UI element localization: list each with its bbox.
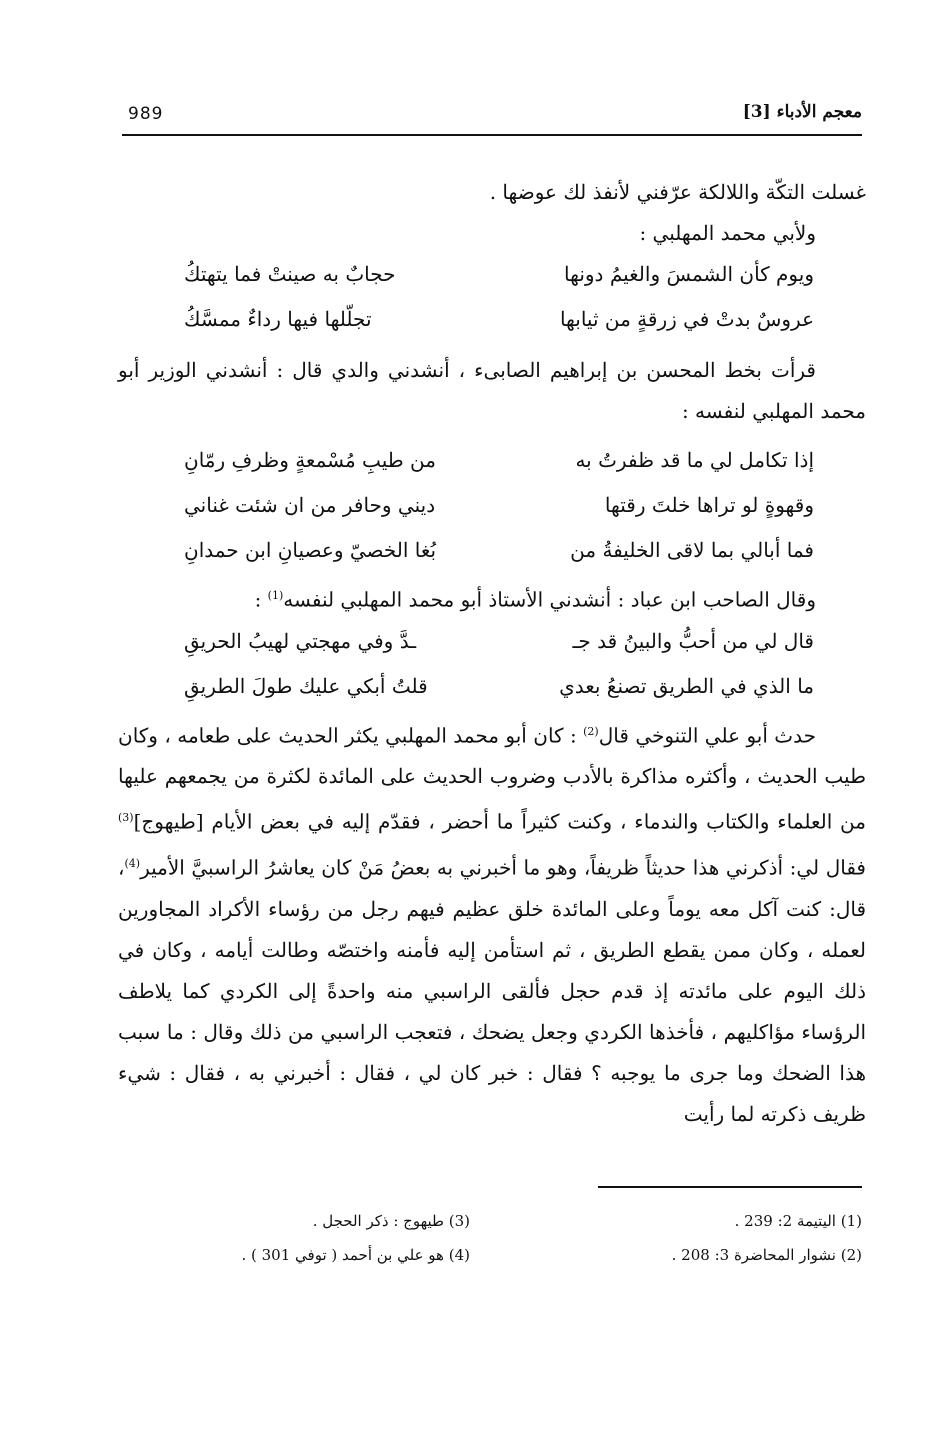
- verse-line: [118, 299, 866, 344]
- verse-second-hemistich: ديني وحافر من ان شئت غناني: [184, 493, 436, 517]
- verse-line: [118, 485, 866, 530]
- verse-second-hemistich: ـدَّ وفي مهجتي لهيبُ الحريقِ: [184, 628, 417, 653]
- verse-second-hemistich: بُغا الخصيّ وعصيانِ ابن حمدانِ: [184, 538, 437, 562]
- verse-first-hemistich: عروسٌ بدتْ في زرقةٍ من ثيابها: [559, 307, 814, 331]
- footnote: (2) نشوار المحاضرة 3: 208 .: [671, 1246, 862, 1264]
- paragraph-text: ، قال: كنت آكل معه يوماً وعلى المائدة خلق عظيم فيهم رجل من رؤساء الأكراد المجاورين لعمله ، وكان ممن يقطع الطريق ، ثم استأمن إليه فأمنه واختصّه وطالت أيامه ، وكان في ذلك اليوم على مائدته إذ قدم حجل فألقى الراسبي منه واحدةً إلى الكردي كما يلاطف الرؤساء مؤاكليهم ، فأخذها الكردي وجعل يضحك ، فتعجب الراسبي من ذلك وقال : ما سبب هذا الضحك وما جرى ما يوجبه ؟ فقال : خبر كان لي ، فقال : أخبرني به ، فقال : شيء ظريف ذكرته لما رأيت: [118, 855, 866, 1126]
- footnote-row: [120, 1246, 862, 1280]
- footnotes: [120, 1212, 862, 1280]
- verse-line: [118, 440, 866, 485]
- verse-first-hemistich: ويوم كأن الشمسَ والغيمُ دونها: [564, 262, 814, 286]
- paragraph-text: وقال الصاحب ابن عباد : أنشدني الأستاذ أبو محمد المهلبي لنفسه: [283, 587, 816, 612]
- footnote-ref: (3): [118, 811, 134, 825]
- poem-intro: ولأبي محمد المهلبي :: [639, 221, 816, 245]
- verse-line: [118, 254, 866, 299]
- footnote: (4) هو علي بن أحمد ( توفي 301 ) .: [241, 1246, 470, 1264]
- verse-second-hemistich: تجلّلها فيها رداءٌ ممسَّكُ: [184, 307, 372, 331]
- paragraph-text: : كان أبو محمد المهلبي يكثر الحديث على طعامه ، وكان طيب الحديث ، وأكثره مذاكرة بالأدب وضروب الحديث على المائدة لكثرة من يجمعهم عليها من العلماء والكتاب والندماء ، وكنت كثيراً ما أحضر ، فقدّم إليه في بعض الأيام [طيهوج]: [118, 723, 866, 834]
- footnote-row: [120, 1212, 862, 1246]
- paragraph: [118, 711, 866, 1135]
- footnote-divider: [598, 1186, 862, 1188]
- verse-first-hemistich: إذا تكامل لي ما قد ظفرتُ به: [575, 448, 814, 472]
- verse-second-hemistich: حجابٌ به صينتْ فما يتهتكُ: [184, 262, 396, 286]
- paragraph-text: حدث أبو علي التنوخي قال: [598, 723, 816, 748]
- page-number: 989: [128, 104, 164, 124]
- paragraph: [118, 575, 866, 621]
- verse-first-hemistich: ما الذي في الطريق تصنعُ بعدي: [559, 673, 814, 698]
- verse-line: [118, 666, 866, 711]
- paragraph-end: :: [254, 587, 268, 612]
- verse-first-hemistich: فما أبالي بما لاقى الخليفةُ من: [570, 538, 814, 562]
- footnote: (3) طيهوج : ذكر الحجل .: [312, 1212, 470, 1230]
- footnote-ref: (1): [267, 589, 284, 602]
- footnote-ref: (2): [583, 724, 599, 738]
- paragraph: قرأت بخط المحسن بن إبراهيم الصابىء ، أنشدني والدي قال : أنشدني الوزير أبو محمد المهلبي لنفسه :: [118, 358, 866, 423]
- paragraph: غسلت التكّة واللالكة عرّفني لأنفذ لك عوضها .: [489, 180, 866, 204]
- main-text: [118, 172, 866, 1135]
- verse-line: [118, 530, 866, 575]
- verse-line: [118, 621, 866, 666]
- running-title: معجم الأدباء [3]: [742, 102, 862, 122]
- verse-first-hemistich: قال لي من أحبُّ والبينُ قد جـ: [572, 628, 814, 653]
- page-header: [122, 100, 862, 136]
- verse-first-hemistich: وقهوةٍ لو تراها خلتَ رقتها: [604, 493, 814, 517]
- verse-second-hemistich: من طيبِ مُسْمعةٍ وظرفِ رمّانِ: [184, 448, 436, 472]
- verse-second-hemistich: قلتُ أبكي عليك طولَ الطريقِ: [184, 673, 428, 698]
- footnote: (1) اليتيمة 2: 239 .: [734, 1212, 862, 1230]
- paragraph-text: فقال لي: أذكرني هذا حديثاً ظريفاً، وهو ما أخبرني به بعضُ مَنْ كان يعاشرُ الراسبيَّ الأمير: [140, 855, 866, 880]
- footnote-ref: (4): [124, 856, 141, 870]
